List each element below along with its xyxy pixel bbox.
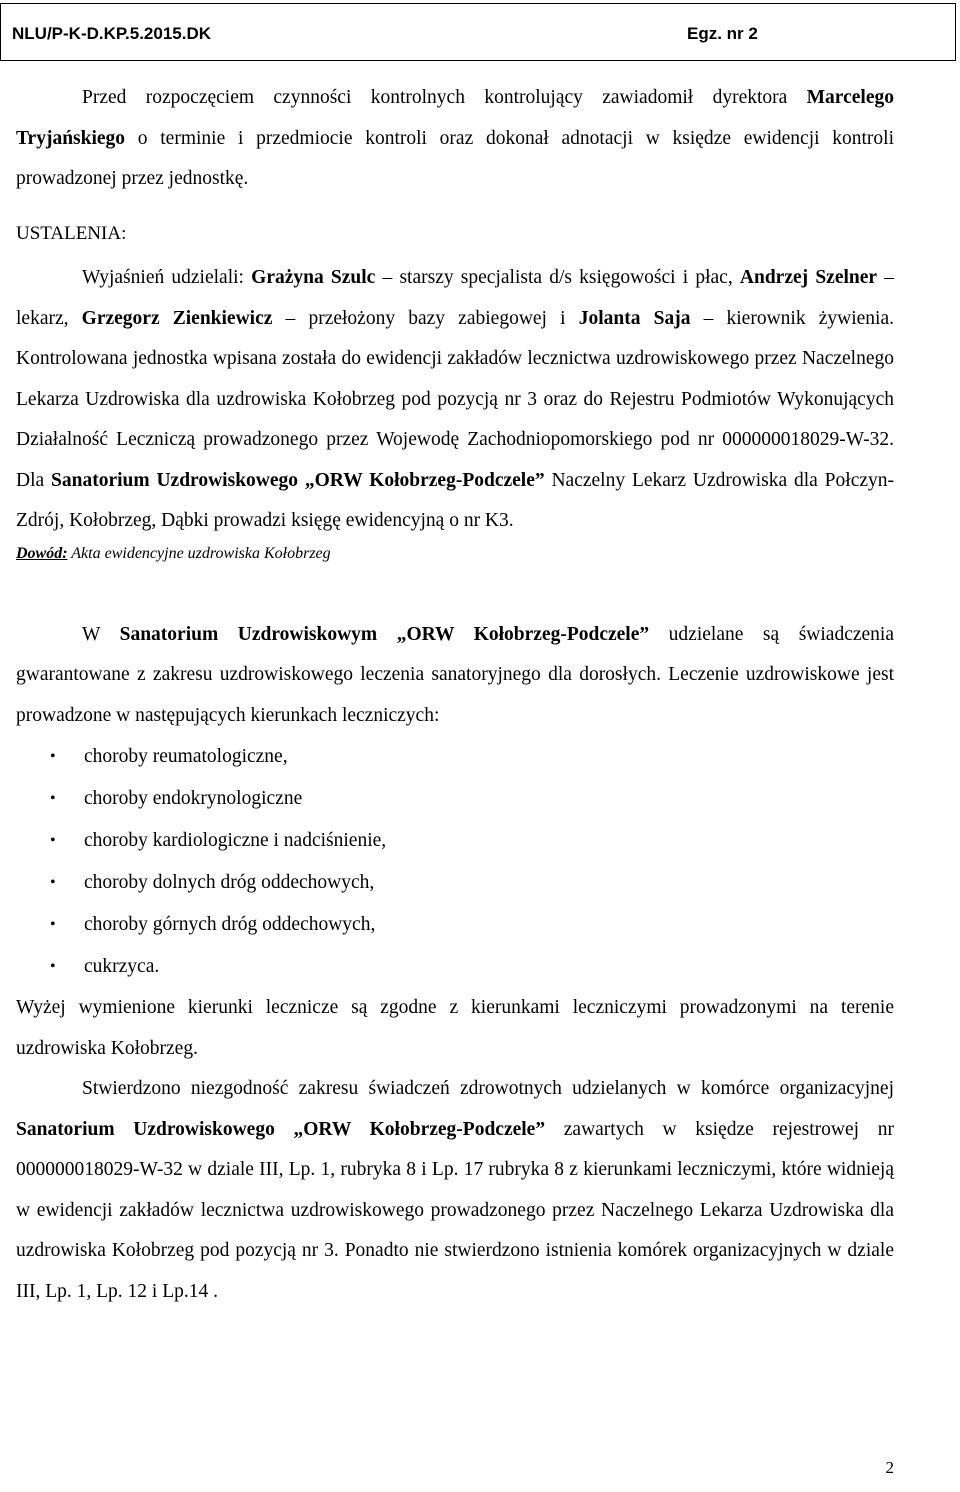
bullet-icon: • xyxy=(50,790,56,807)
bullet-icon: • xyxy=(50,748,56,765)
list-item: • choroby kardiologiczne i nadciśnienie, xyxy=(16,820,894,862)
treatment-paragraph: W Sanatorium Uzdrowiskowym „ORW Kołobrzeg-Podczele” udzielane są świadczenia gwarantowane z zakresu uzdrowiskowego leczenia sanatoryjnego dla dorosłych. Leczenie uzdrowiskowe jest prowadzone w następujących kierunkach leczniczych: xyxy=(16,623,895,726)
list-item: • choroby górnych dróg oddechowych, xyxy=(16,904,894,946)
list-item: • choroby dolnych dróg oddechowych, xyxy=(16,862,894,904)
list-item: • choroby reumatologiczne, xyxy=(16,736,894,778)
compliance-paragraph: Wyżej wymienione kierunki lecznicze są zgodne z kierunkami leczniczymi prowadzonymi na terenie uzdrowiska Kołobrzeg. xyxy=(16,997,894,1059)
nonconformity-paragraph: Stwierdzono niezgodność zakresu świadczeń zdrowotnych udzielanych w komórce organizacyjnej Sanatorium Uzdrowiskowego „ORW Kołobrzeg-Podczele” zawartych w księdze rejestrowej nr 000000018029-W-32 w dziale III, Lp. 1, rubryka 8 i Lp. 17 rubryka 8 z kierunkami leczniczymi, które widnieją w ewidencji zakładów lecznictwa uzdrowiskowego prowadzonego przez Naczelnego Lekarza Uzdrowiska dla uzdrowiska Kołobrzeg pod pozycją nr 3. Ponadto nie stwierdzono istnienia komórek organizacyjnych w dziale III, Lp. 1, Lp. 12 i Lp.14 . xyxy=(16,1078,894,1302)
page-number: 2 xyxy=(885,1458,894,1477)
intro-paragraph: Przed rozpoczęciem czynności kontrolnych kontrolujący zawiadomił dyrektora Marcelego Tryjańskiego o terminie i przedmiocie kontroli oraz dokonał adnotacji w księdze ewidencji kontroli prowadzonej przez jednostkę. xyxy=(16,87,894,189)
document-body xyxy=(16,78,894,1312)
treatment-directions-list xyxy=(16,736,894,988)
list-item: • choroby endokrynologiczne xyxy=(16,778,894,820)
findings-paragraph: Wyjaśnień udzielali: Grażyna Szulc – starszy specjalista d/s księgowości i płac, Andrzej Szelner – lekarz, Grzegorz Zienkiewicz – przełożony bazy zabiegowej i Jolanta Saja – kierownik żywienia. Kontrolowana jednostka wpisana została do ewidencji zakładów lecznictwa uzdrowiskowego przez Naczelnego Lekarza Uzdrowiska dla uzdrowiska Kołobrzeg pod pozycją nr 3 oraz do Rejestru Podmiotów Wykonujących Działalność Leczniczą prowadzonego przez Wojewodę Zachodniopomorskiego pod nr 000000018029-W-32. Dla Sanatorium Uzdrowiskowego „ORW Kołobrzeg-Podczele” Naczelny Lekarz Uzdrowiska dla Połczyn-Zdrój, Kołobrzeg, Dąbki prowadzi księgę ewidencyjną o nr K3. xyxy=(16,267,894,531)
document-id: NLU/P-K-D.KP.5.2015.DK xyxy=(12,24,212,43)
bullet-icon: • xyxy=(50,958,56,975)
evidence-note: Dowód: Akta ewidencyjne uzdrowiska Kołobrzeg xyxy=(16,544,331,562)
bullet-icon: • xyxy=(50,916,56,933)
copy-number: Egz. nr 2 xyxy=(687,24,758,43)
section-title: USTALENIA: xyxy=(16,222,127,244)
bullet-icon: • xyxy=(50,874,56,891)
list-item: • cukrzyca. xyxy=(16,946,894,988)
bullet-icon: • xyxy=(50,832,56,849)
page-header xyxy=(0,3,956,61)
